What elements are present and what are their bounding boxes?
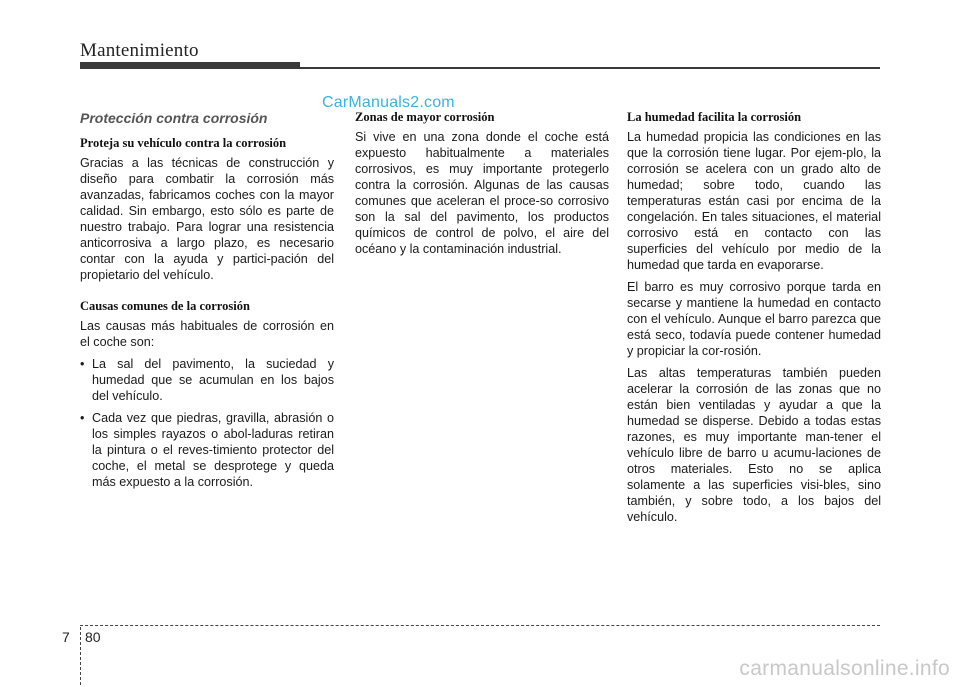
bullet-icon: • xyxy=(80,357,85,371)
list-item: • La sal del pavimento, la suciedad y humedad que se acumulan en los bajos del vehículo. xyxy=(80,357,334,403)
paragraph-humidity-2: El barro es muy corrosivo porque tarda en secarse y mantiene la humedad en contacto con el vehículo. Aunque el barro parezca que está seco, todavía puede contener humedad y propiciar la cor-rosión. xyxy=(627,280,881,358)
section-title: Protección contra corrosión xyxy=(80,110,268,126)
column-middle xyxy=(355,110,609,263)
paragraph-zones: Si vive en una zona donde el coche está expuesto habitualmente a materiales corrosivos, es muy importante protegerlo contra la corrosión. Algunas de las causas comunes que aceleran el proce-so corrosivo son la sal del pavimento, los productos químicos de control de polvo, el aire del océano y la contaminación industrial. xyxy=(355,130,609,256)
watermark-bottom: carmanualsonline.info xyxy=(739,657,950,680)
subheading-zones: Zonas de mayor corrosión xyxy=(355,110,495,124)
bullet-icon: • xyxy=(80,411,85,425)
footer-divider xyxy=(80,627,81,685)
paragraph-humidity-1: La humedad propicia las condiciones en las que la corrosión tiene lugar. Por ejem-plo, la corrosión se acelera con un grado alto de humedad; sobre todo, cuando las temperaturas están casi por encima de la congelación. En tales situaciones, el material corrosivo está en contacto con las superficies del vehículo por medio de la humedad que tarda en evaporarse. xyxy=(627,130,881,272)
chapter-number: 7 xyxy=(62,629,70,645)
subheading-humidity: La humedad facilita la corrosión xyxy=(627,110,802,124)
subheading-protect: Proteja su vehículo contra la corrosión xyxy=(80,136,287,150)
page-header-title: Mantenimiento xyxy=(80,40,199,61)
paragraph-protect: Gracias a las técnicas de construcción y diseño para combatir la corrosión más avanzadas, fabricamos coches con la mayor calidad. Sin embargo, esto sólo es parte de nuestro trabajo. Para lograr una resistencia anticorrosiva a largo plazo, es necesario contar con la ayuda y partici-pación del propietario del vehículo. xyxy=(80,156,334,282)
page-number: 80 xyxy=(85,629,101,645)
list-item: • Cada vez que piedras, gravilla, abrasión o los simples rayazos o abol-laduras retiran la pintura o el reves-timiento protector del coche, el metal se desprotege y queda más expuesto a la corrosión. xyxy=(80,411,334,489)
paragraph-humidity-3: Las altas temperaturas también pueden acelerar la corrosión de las zonas que no están bien ventiladas y ayudar a que la humedad se disperse. Debido a todas estas razones, es muy importante man-tener el vehículo libre de barro u acumu-laciones de otros materiales. Esto no se aplica solamente a las superficies visi-bles, sino también, y sobre todo, a los bajos del vehículo. xyxy=(627,366,881,524)
footer-rule xyxy=(80,625,880,626)
causes-list xyxy=(80,356,334,490)
subheading-causes: Causas comunes de la corrosión xyxy=(80,299,250,313)
column-right xyxy=(627,110,881,531)
paragraph-causes: Las causas más habituales de corrosión en el coche son: xyxy=(80,319,334,349)
header-rule xyxy=(80,67,880,69)
watermark-top: CarManuals2.com xyxy=(322,94,455,111)
column-left xyxy=(80,110,334,496)
